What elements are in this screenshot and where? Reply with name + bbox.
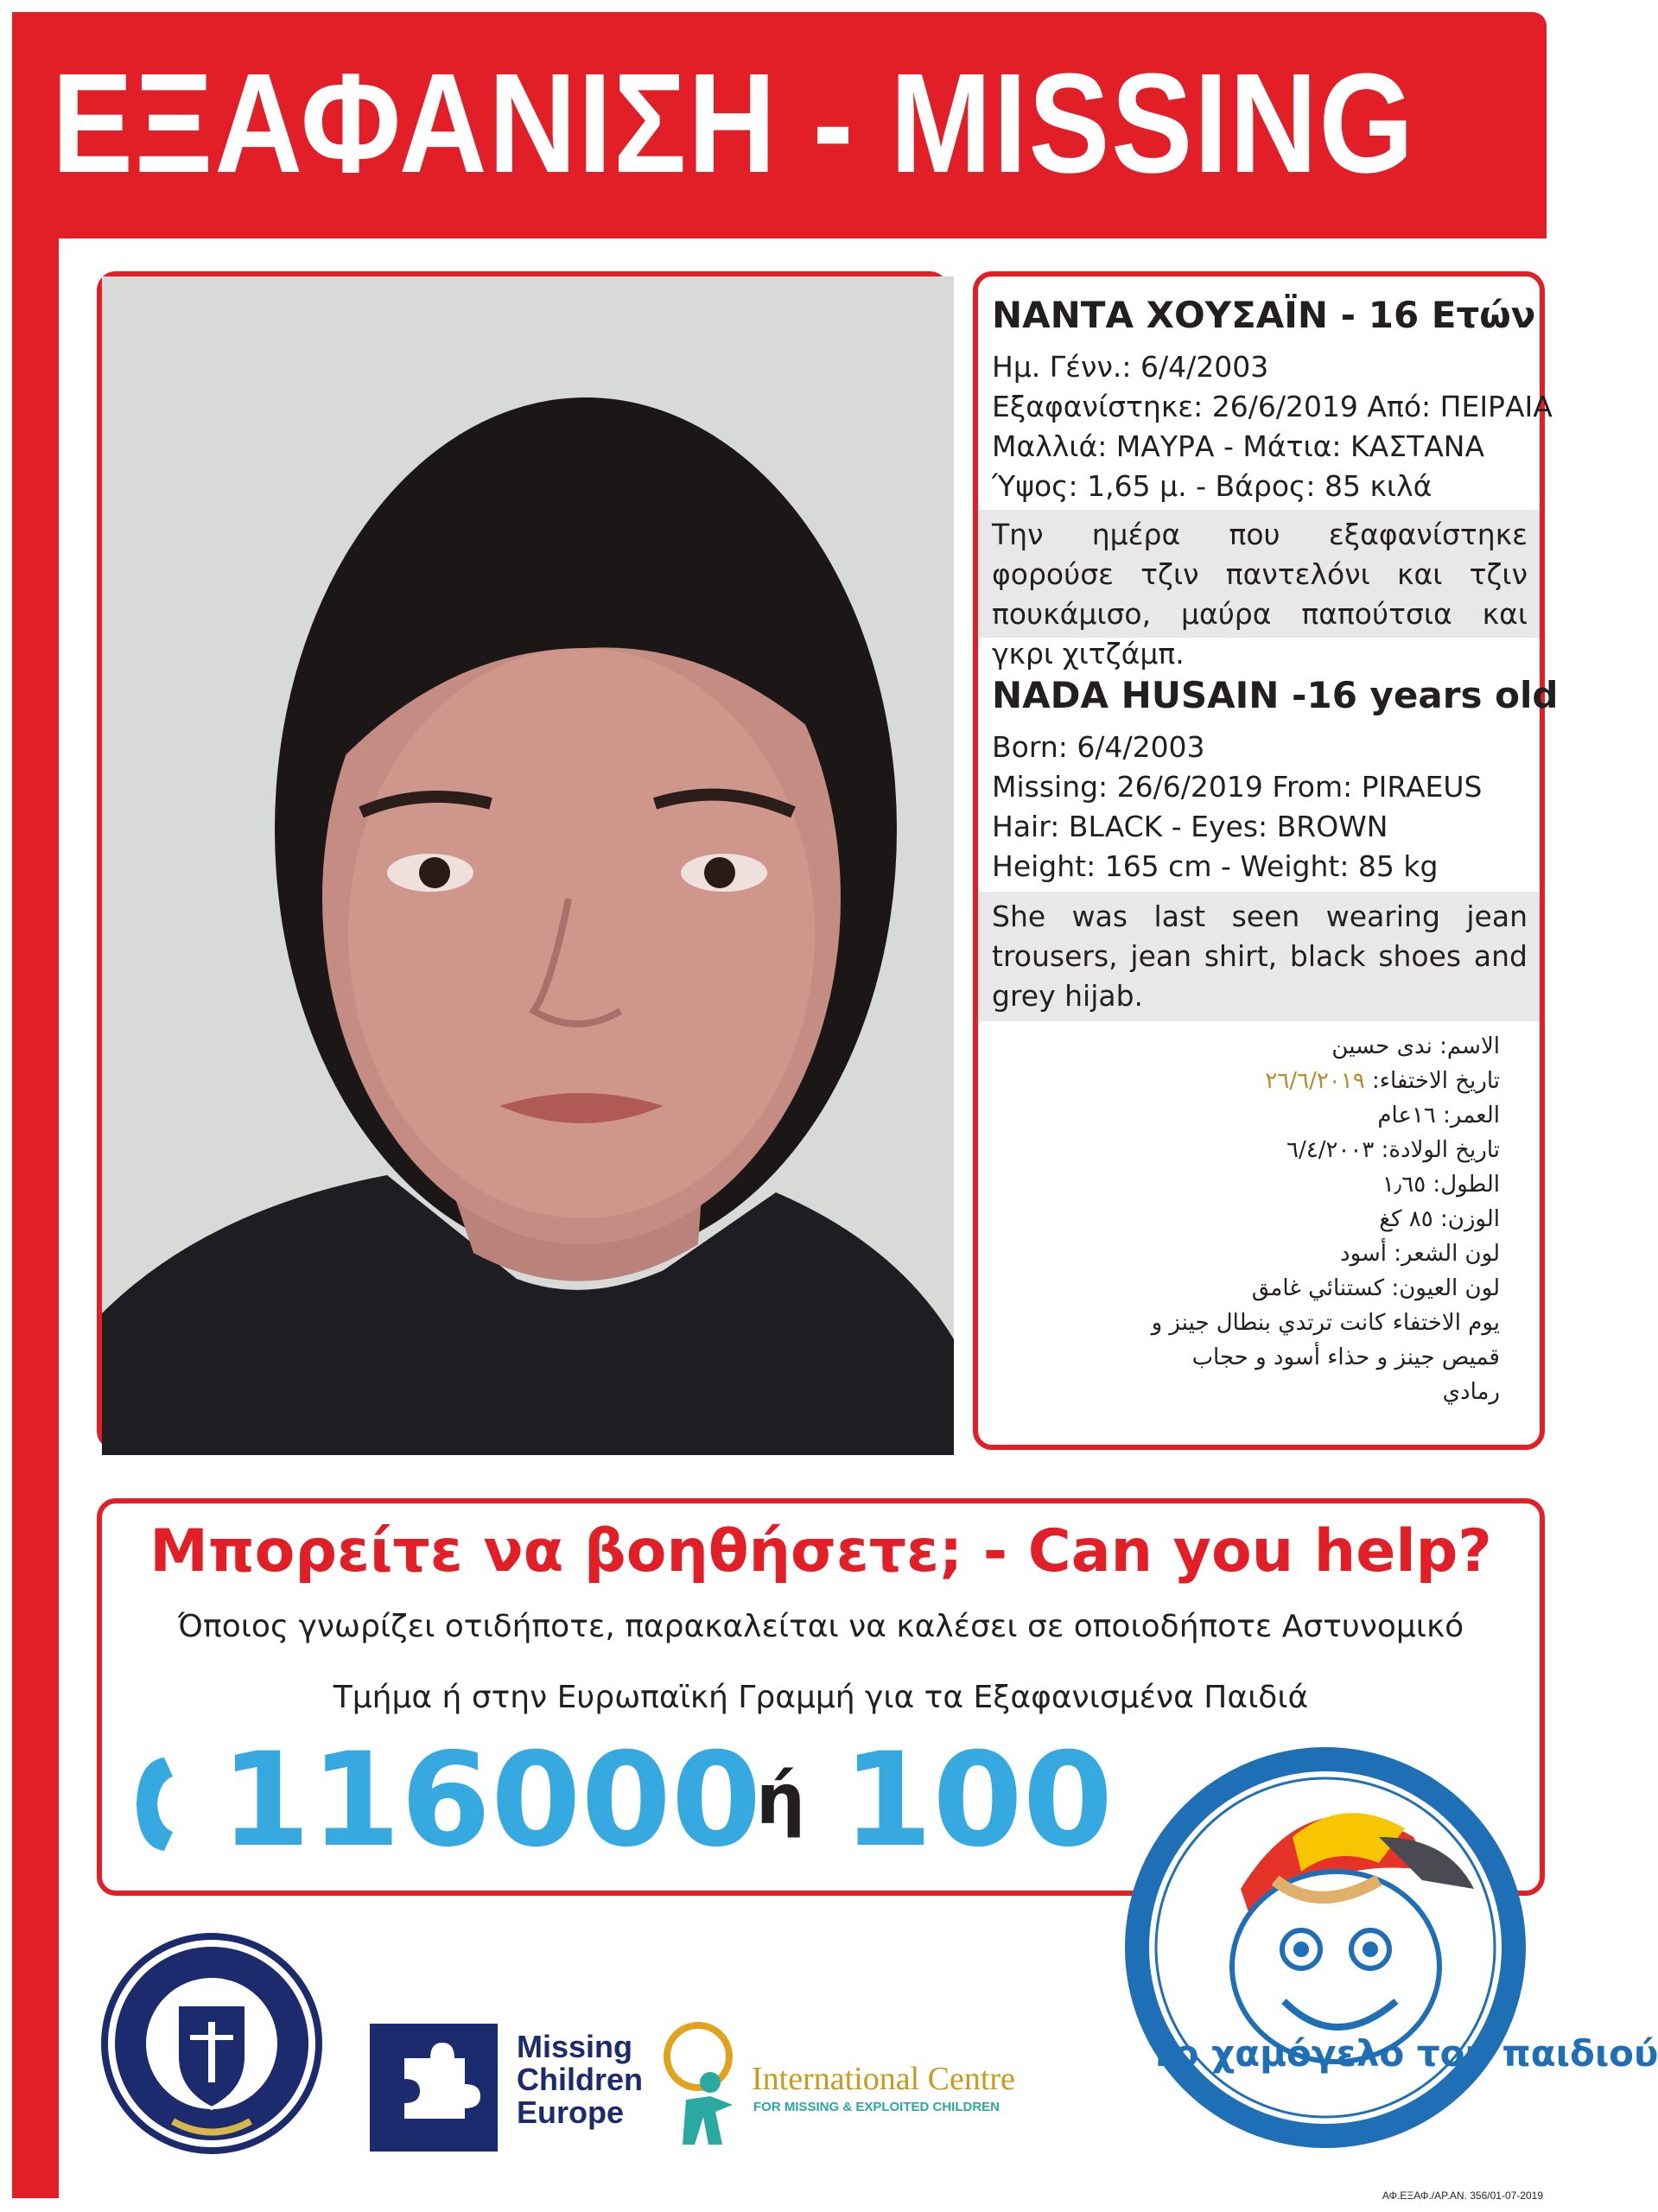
english-hair-eyes: Hair: BLACK - Eyes: BROWN: [992, 810, 1388, 843]
portrait-image: [102, 276, 954, 1455]
hotline-number[interactable]: 116000: [220, 1726, 762, 1876]
english-name-age: NADA HUSAIN -16 years old: [992, 674, 1559, 716]
missing-person-photo: [97, 271, 949, 1450]
police-number[interactable]: 100: [842, 1726, 1114, 1876]
arabic-eyes: لون العيون: كستنائي غامق: [1251, 1275, 1500, 1301]
help-heading: Μπορείτε να βοηθήσετε; - Can you help?: [149, 1517, 1492, 1586]
greek-hair-eyes: Μαλλιά: ΜΑΥΡΑ - Μάτια: ΚΑΣΤΑΝΑ: [992, 429, 1485, 463]
smile-of-the-child-logo: [1120, 1742, 1658, 2153]
poster-reference-code: ΑΦ.ΕΞΑΦ./ΑΡ.ΑΝ. 356/01-07-2019: [1382, 2190, 1543, 2202]
arabic-birth-date: تاريخ الولادة: ٦/٤/٢٠٠٣: [1286, 1137, 1500, 1163]
arabic-hair: لون الشعر: أسود: [1340, 1241, 1500, 1267]
phone-or-separator: ή: [756, 1759, 805, 1840]
greek-birth-date: Ημ. Γένν.: 6/4/2003: [992, 350, 1269, 384]
icmec-subtitle: FOR MISSING & EXPLOITED CHILDREN: [753, 2100, 1001, 2114]
english-clothing-text: She was last seen wearing jean trousers, jean shirt, black shoes and grey hijab.: [992, 899, 1528, 1013]
smile-logo-text: Το χαμόγελο του παιδιού: [1149, 2032, 1658, 2075]
left-frame-bar: [12, 12, 59, 2198]
mce-logo-text: Missing Children Europe: [517, 2029, 644, 2130]
arabic-missing-date: تاريخ الاختفاء: ٢٦/٦/٢٠١٩: [1265, 1068, 1500, 1094]
arabic-clothing-2: قميص جينز و حذاء أسود و حجاب: [1191, 1344, 1500, 1370]
english-birth-date: Born: 6/4/2003: [992, 730, 1205, 764]
greek-height-weight: Ύψος: 1,65 μ. - Βάρος: 85 κιλά: [992, 469, 1432, 503]
puzzle-piece-icon: [370, 2024, 498, 2152]
arabic-height: الطول: ١٫٦٥: [1382, 1172, 1500, 1198]
arabic-age: العمر: ١٦عام: [1377, 1103, 1500, 1128]
arabic-clothing-1: يوم الاختفاء كانت ترتدي بنطال جينز و: [1151, 1310, 1500, 1336]
phone-handset-icon: [130, 1752, 181, 1856]
arabic-weight: الوزن: ٨٥ كغ: [1379, 1206, 1500, 1232]
poster-title: ΕΞΑΦΑΝΙΣΗ - MISSING: [52, 44, 1415, 202]
english-missing-date: Missing: 26/6/2019 From: PIRAEUS: [992, 770, 1483, 804]
arabic-clothing-3: رمادي: [1442, 1379, 1500, 1405]
greek-name-age: ΝΑΝΤΑ ΧΟΥΣΑΪΝ - 16 Ετών: [992, 294, 1536, 336]
arabic-name: الاسم: ندى حسين: [1331, 1033, 1500, 1059]
hellenic-police-emblem: [95, 1927, 328, 2160]
greek-missing-date: Εξαφανίστηκε: 26/6/2019 Από: ΠΕΙΡΑΙΑ: [992, 390, 1553, 423]
greek-clothing-text: Την ημέρα που εξαφανίστηκε φορούσε τζιν παντελόνι και τζιν πουκάμισο, μαύρα παπούτσια και γκρι χιτζάμπ.: [992, 518, 1528, 671]
help-instructions-2: Τμήμα ή στην Ευρωπαϊκή Γραμμή για τα Εξαφανισμένα Παιδιά: [333, 1680, 1309, 1715]
icmec-title: International Centre: [752, 2061, 1015, 2097]
help-instructions-1: Όποιος γνωρίζει οτιδήποτε, παρακαλείται να καλέσει σε οποιοδήποτε Αστυνομικό: [177, 1609, 1464, 1644]
icmec-emblem: [660, 2015, 743, 2153]
english-height-weight: Height: 165 cm - Weight: 85 kg: [992, 849, 1439, 883]
